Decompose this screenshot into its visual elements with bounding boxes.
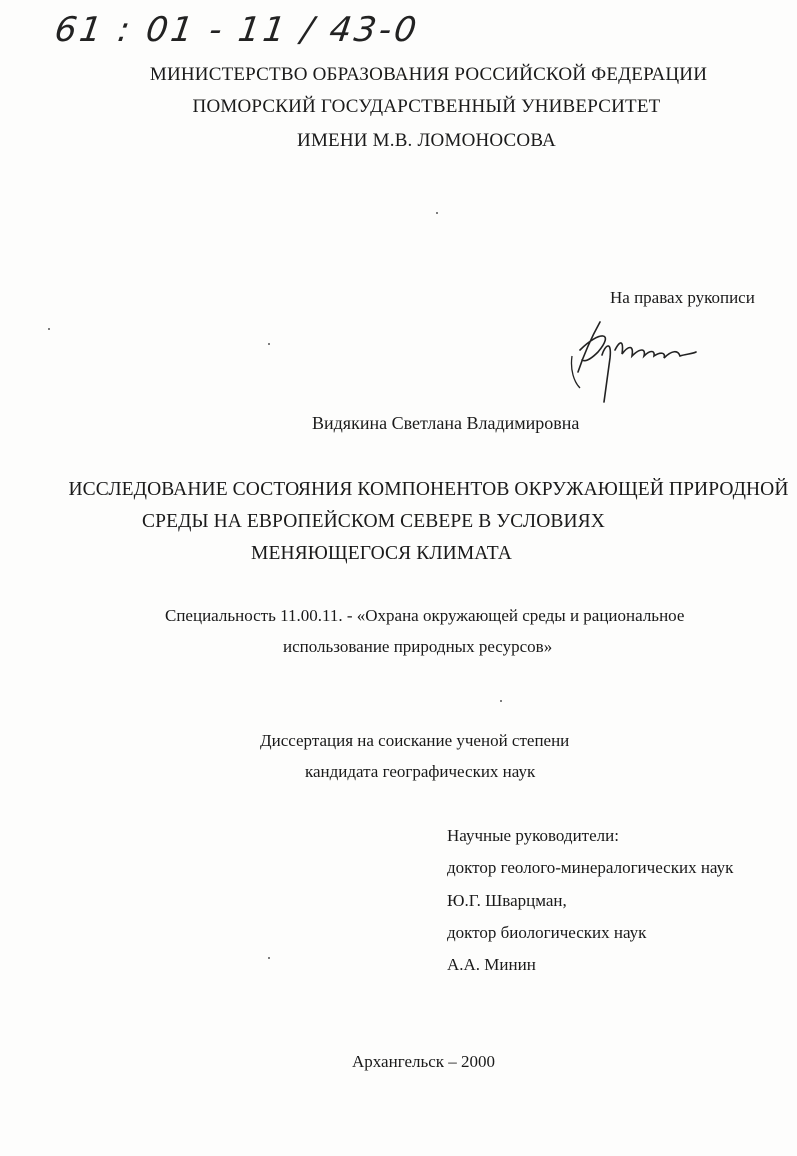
institution-university: ПОМОРСКИЙ ГОСУДАРСТВЕННЫЙ УНИВЕРСИТЕТ: [192, 96, 661, 117]
city-year: Архангельск – 2000: [352, 1052, 496, 1071]
scan-speck: [268, 957, 270, 959]
specialty-line-2: использование природных ресурсов»: [283, 637, 553, 656]
manuscript-rights-note: На правах рукописи: [610, 288, 755, 307]
advisors-heading: Научные руководители:: [447, 826, 619, 845]
scan-speck: [500, 700, 502, 702]
advisor-2-degree: доктор биологических наук: [447, 923, 647, 942]
scan-speck: [268, 343, 270, 345]
advisor-2-name: А.А. Минин: [447, 955, 536, 974]
specialty-line-1: Специальность 11.00.11. - «Охрана окружающей среды и рациональное: [165, 606, 685, 625]
thesis-title-line-1: ИССЛЕДОВАНИЕ СОСТОЯНИЯ КОМПОНЕНТОВ ОКРУЖАЮЩЕЙ ПРИРОДНОЙ: [68, 479, 789, 500]
scan-speck: [436, 212, 438, 214]
scan-speck: [48, 328, 50, 330]
advisor-1-name: Ю.Г. Шварцман,: [447, 891, 567, 910]
advisor-1-degree: доктор геолого-минералогических наук: [447, 858, 734, 877]
thesis-title-line-3: МЕНЯЮЩЕГОСЯ КЛИМАТА: [251, 543, 512, 564]
institution-named-after: ИМЕНИ М.В. ЛОМОНОСОВА: [297, 130, 556, 151]
thesis-title-line-2: СРЕДЫ НА ЕВРОПЕЙСКОМ СЕВЕРЕ В УСЛОВИЯХ: [142, 511, 605, 532]
author-name: Видякина Светлана Владимировна: [312, 413, 580, 433]
author-signature: [560, 310, 710, 410]
dissertation-degree-line-1: Диссертация на соискание ученой степени: [260, 731, 570, 750]
dissertation-degree-line-2: кандидата географических наук: [305, 762, 536, 781]
archive-code-handwritten: 61 : 01 - 11 / 43-0: [52, 10, 422, 50]
institution-ministry: МИНИСТЕРСТВО ОБРАЗОВАНИЯ РОССИЙСКОЙ ФЕДЕРАЦИИ: [149, 64, 708, 85]
